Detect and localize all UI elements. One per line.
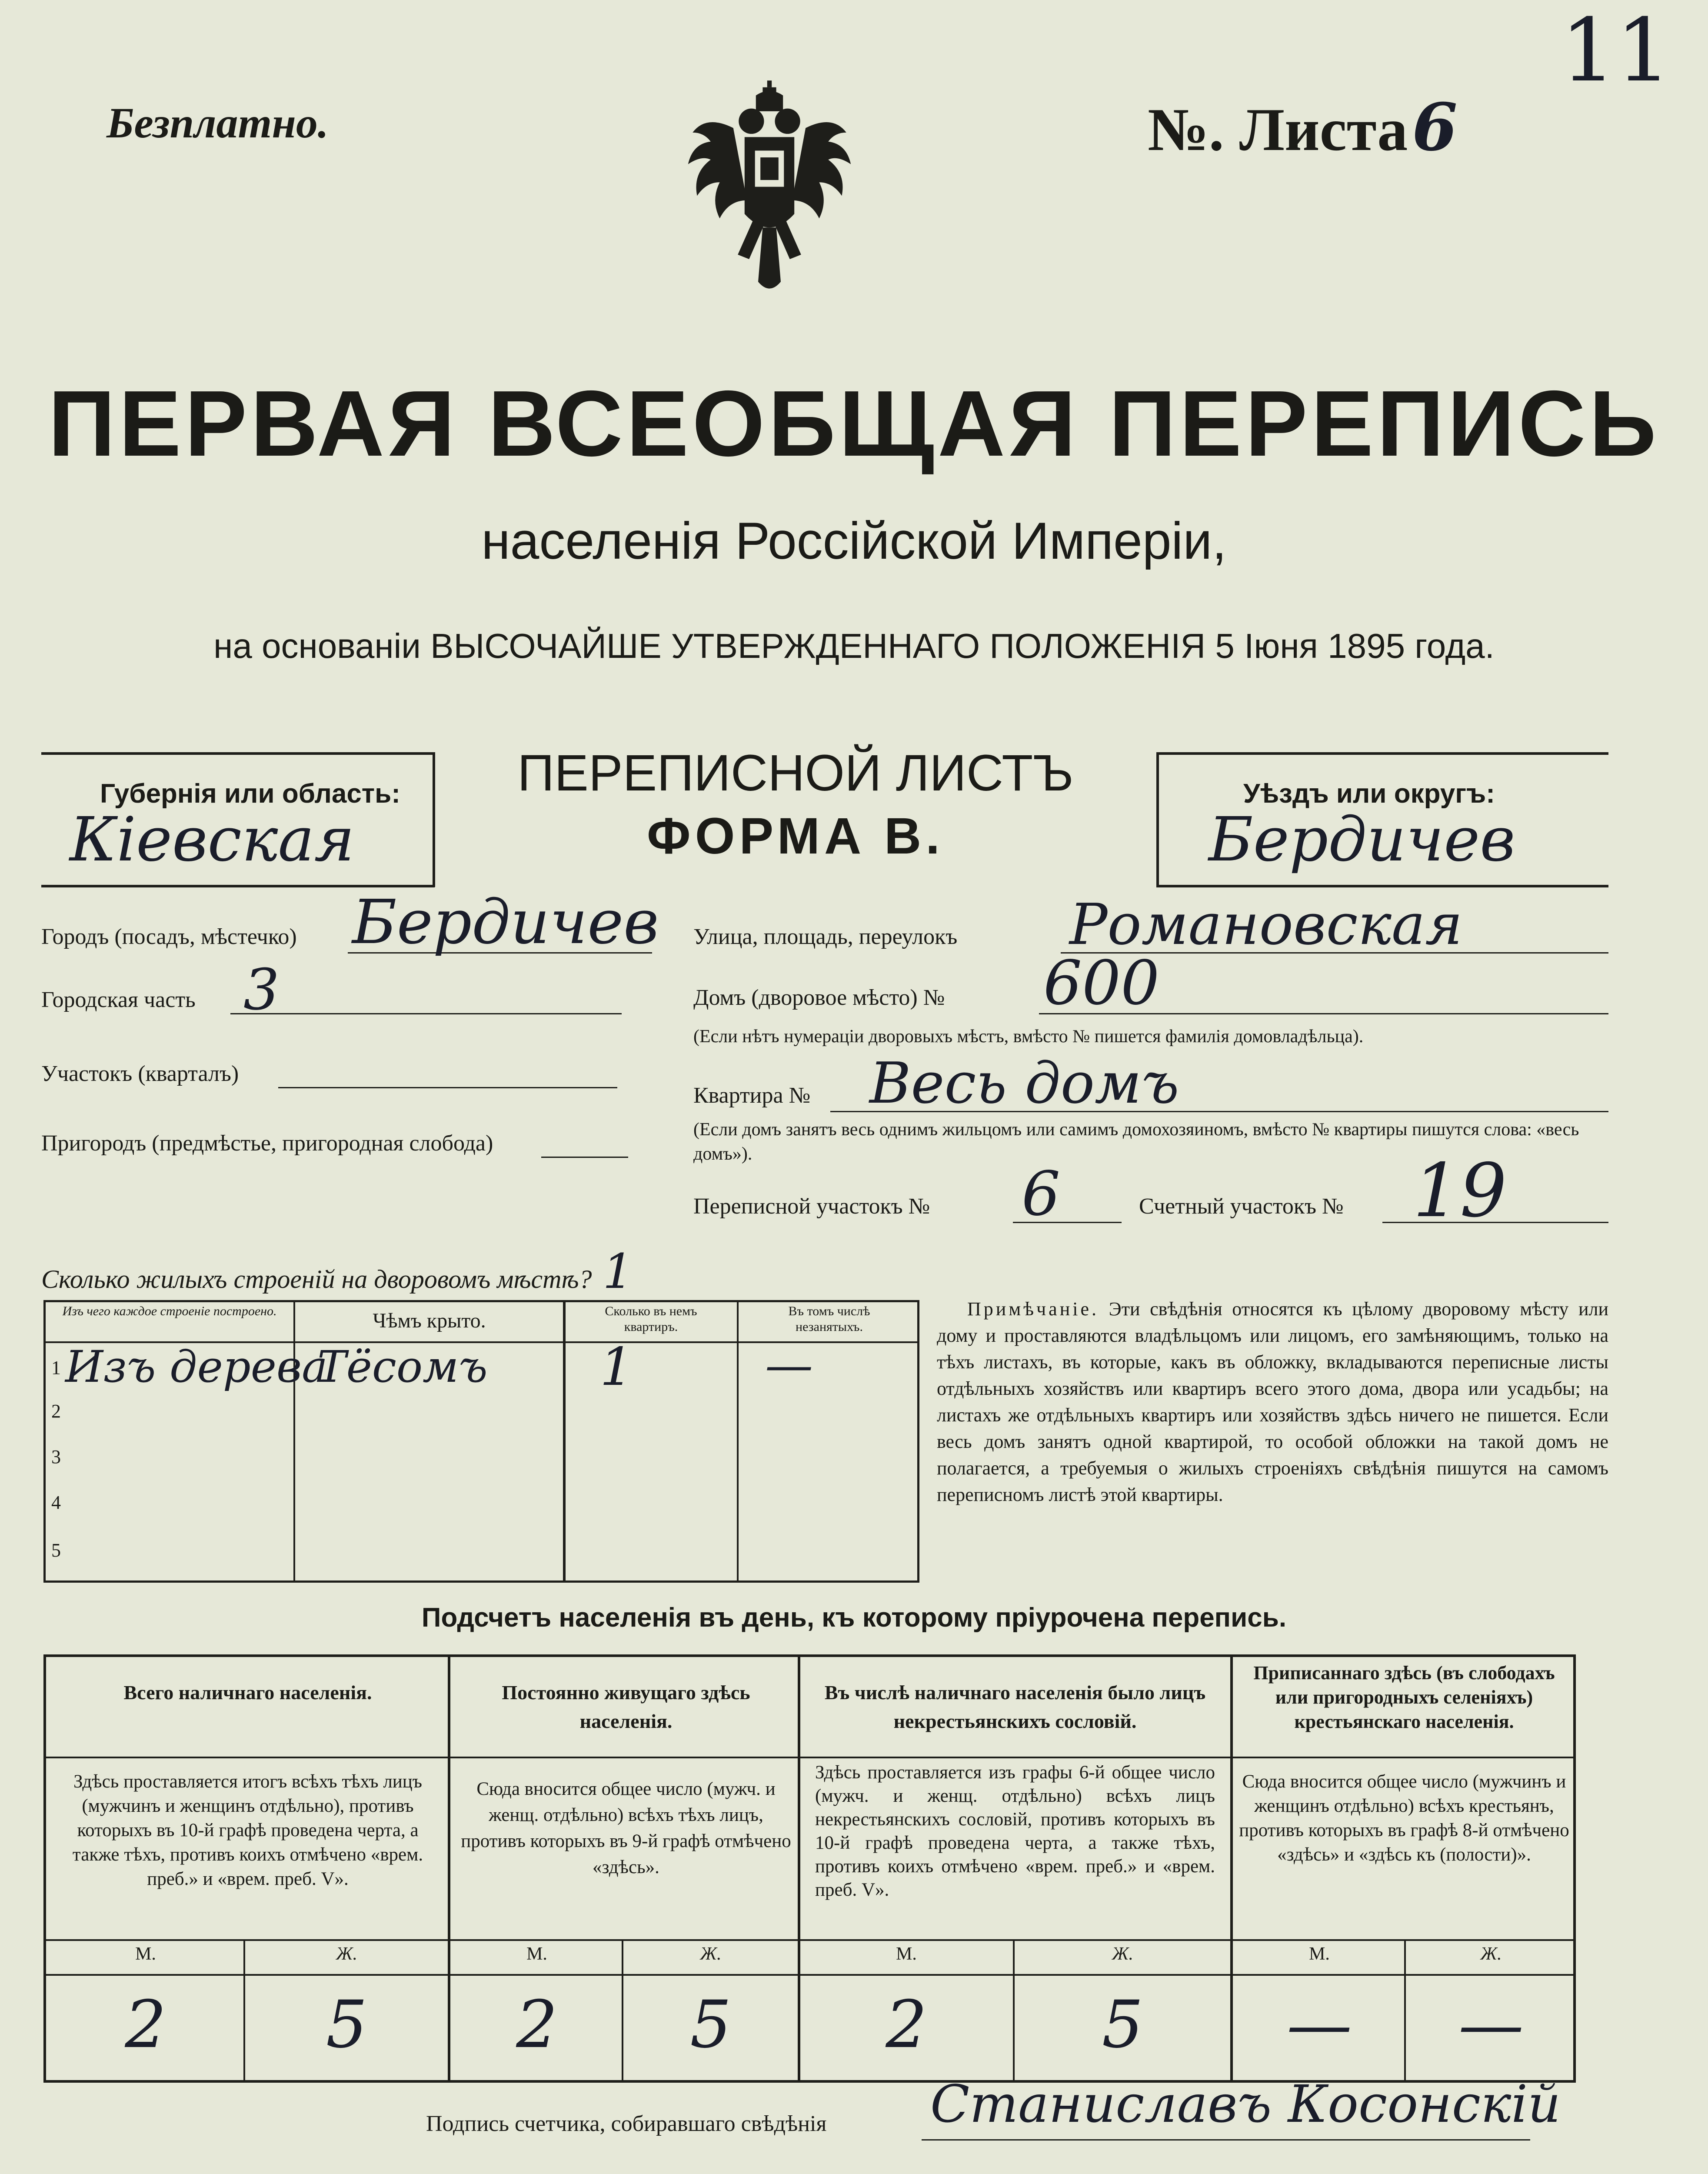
buildings-col-apts-header: Сколько въ немъ квартиръ.: [605, 1304, 697, 1334]
signature-label: Подпись счетчика, собиравшаго свѣдѣнія: [426, 2111, 827, 2136]
chast-value: 3: [243, 957, 280, 1023]
buildings-col-roof-header: Чѣмъ крыто.: [373, 1309, 486, 1332]
chast-line: [230, 1013, 622, 1014]
pop-col-4-m-label: М.: [1309, 1944, 1330, 1964]
pop-col-4-m-value: —: [1287, 1987, 1352, 2063]
prigorod-line: [541, 1157, 628, 1158]
signature-line: [922, 2139, 1530, 2141]
divider: [1013, 1939, 1015, 2083]
divider: [1156, 752, 1608, 755]
dom-note: (Если нѣтъ нумераціи дворовыхъ мѣстъ, вмѣсто № пишется фамилія домовладѣльца).: [693, 1027, 1364, 1047]
divider: [622, 1939, 623, 2083]
sheet-label-text: №. Листа: [1148, 96, 1408, 163]
pop-col-4-f-value: —: [1458, 1987, 1524, 2063]
buildings-note-title: Примѣчаніе.: [967, 1298, 1099, 1320]
schetny-label: Счетный участокъ №: [1139, 1194, 1344, 1219]
buildings-question: [41, 1244, 633, 1299]
building-row-1-material: Изъ дерева: [65, 1341, 328, 1392]
divider: [1230, 1654, 1233, 2083]
divider: [563, 1300, 566, 1583]
uchastok-label: Участокъ (кварталъ): [41, 1061, 239, 1086]
gubernia-label: Губернія или область:: [100, 779, 400, 809]
building-row-4-num: 4: [51, 1492, 61, 1513]
building-row-3-num: 3: [51, 1446, 61, 1467]
prigorod-label: Пригородъ (предмѣстье, пригородная слобода): [41, 1131, 493, 1156]
pop-col-4-f-label: Ж.: [1480, 1944, 1502, 1964]
buildings-question-text: Сколько жилыхъ строеній на дворовомъ мѣстѣ?: [41, 1265, 592, 1294]
divider: [1156, 885, 1608, 887]
pop-col-2-m-label: М.: [526, 1944, 547, 1964]
pop-col-3-f-label: Ж.: [1112, 1944, 1133, 1964]
buildings-answer: 1: [603, 1244, 633, 1299]
building-row-1-empty: —: [765, 1337, 813, 1393]
buildings-col-empty-header: Въ томъ числѣ незанятыхъ.: [788, 1304, 870, 1334]
kvartira-note: (Если домъ занятъ весь однимъ жильцомъ или самимъ домохозяиномъ, вмѣсто № квартиры пишутся слова: «весь домъ»).: [693, 1120, 1579, 1164]
pop-col-1-f-value: 5: [326, 1987, 368, 2063]
schetny-value: 19: [1413, 1148, 1507, 1234]
pop-col-4-head: Приписаннаго здѣсь (въ слободахъ или пригородныхъ селеніяхъ) крестьянскаго населенія.: [1253, 1662, 1555, 1732]
sheet-number-label: [1148, 89, 1458, 166]
pop-col-3-head: Въ числѣ наличнаго населенія было лицъ некрестьянскихъ сословій.: [824, 1681, 1206, 1732]
divider: [43, 1939, 1576, 1941]
ulitsa-value: Романовская: [1069, 891, 1463, 957]
buildings-note: [937, 1296, 1608, 1508]
divider: [1156, 752, 1159, 887]
form-title: ПЕРЕПИСНОЙ ЛИСТЪ: [517, 744, 1074, 802]
pop-col-4-desc: Сюда вносится общее число (мужчинъ и женщинъ отдѣльно) всѣхъ крестьянъ, противъ которыхъ въ графѣ 8-й отмѣчено «здѣсь» и «здѣсь къ (полости)».: [1239, 1771, 1569, 1865]
pop-col-2-f-value: 5: [690, 1987, 732, 2063]
sheet-number-value: 6: [1412, 89, 1458, 166]
pop-col-1-head: Всего наличнаго населенія.: [123, 1681, 372, 1704]
pop-col-3-desc: Здѣсь проставляется изъ графы 6-й общее число (мужч. и женщ. отдѣльно) всѣхъ лицъ некрестьянскихъ сословій, противъ которыхъ въ 10-й графѣ проведена черта, а также тѣхъ, противъ коихъ отмѣчено «врем. преб.» и «врем. преб. V».: [815, 1762, 1215, 1900]
divider: [43, 1974, 1576, 1976]
perepisnoy-label: Переписной участокъ №: [693, 1194, 930, 1219]
signature-value: Станиславъ Косонскій: [930, 2074, 1561, 2134]
pop-col-3-f-value: 5: [1102, 1987, 1144, 2063]
pop-col-1-m-label: М.: [135, 1944, 156, 1964]
dom-label: Домъ (дворовое мѣсто) №: [693, 985, 945, 1010]
pop-col-1-f-label: Ж.: [336, 1944, 357, 1964]
form-label: ФОРМА В.: [647, 807, 944, 865]
pop-col-2-m-value: 2: [516, 1987, 558, 2063]
pop-col-2-desc: Сюда вносится общее число (мужч. и женщ. отдѣльно) всѣхъ тѣхъ лицъ, противъ которыхъ въ 9-й графѣ отмѣчено «здѣсь».: [461, 1779, 791, 1877]
pop-col-1-m-value: 2: [125, 1987, 166, 2063]
building-row-2-num: 2: [51, 1400, 61, 1422]
kvartira-value: Весь домъ: [869, 1050, 1179, 1116]
pop-col-3-m-value: 2: [886, 1987, 927, 2063]
population-title: Подсчетъ населенія въ день, къ которому пріурочена перепись.: [421, 1603, 1287, 1633]
pop-col-2-head: Постоянно живущаго здѣсь населенія.: [502, 1681, 750, 1732]
divider: [43, 1757, 1576, 1758]
free-label: Безплатно.: [107, 99, 329, 147]
building-row-5-num: 5: [51, 1540, 61, 1561]
gubernia-value: Кіевская: [70, 804, 355, 875]
perepisnoy-value: 6: [1022, 1159, 1061, 1230]
building-row-1-num: 1: [51, 1357, 61, 1378]
buildings-col-material-header: Изъ чего каждое строеніе построено.: [62, 1304, 277, 1318]
divider: [448, 1654, 450, 2083]
pop-col-2-f-label: Ж.: [700, 1944, 722, 1964]
legal-basis: на основаніи ВЫСОЧАЙШЕ УТВЕРЖДЕННАГО ПОЛОЖЕНІЯ 5 Іюня 1895 года.: [213, 627, 1495, 665]
pop-col-1-desc: Здѣсь проставляется итогъ всѣхъ тѣхъ лицъ (мужчинъ и женщинъ отдѣльно), противъ которыхъ въ 10-й графѣ проведена черта, а также тѣхъ, противъ коихъ отмѣчено «врем. преб.» и «врем. преб. V».: [72, 1771, 423, 1889]
divider: [1404, 1939, 1406, 2083]
divider: [737, 1300, 739, 1583]
divider: [41, 752, 433, 755]
kvartira-label: Квартира №: [693, 1083, 811, 1108]
buildings-note-text: Эти свѣдѣнія относятся къ цѣлому дворовому мѣсту или дому и проставляются владѣльцомъ или лицомъ, его замѣняющимъ, только на тѣхъ листахъ, въ которые, какъ въ обложку, вкладываются переписные листы отдѣльныхъ хозяйствъ или квартиръ всего этого дома, двора или усадьбы; на листахъ же отдѣльныхъ квартиръ или хозяйствъ здѣсь ничего не пишется. Если весь домъ занятъ одной квартирой, то особой обложки на такой домъ не полагается, а требуемыя о жилыхъ строеніяхъ свѣдѣнія пишутся на самомъ переписномъ листѣ этой квартиры.: [937, 1298, 1608, 1505]
page-subtitle: населенія Россійской Имперіи,: [481, 512, 1227, 570]
building-row-1-roof: Тёсомъ: [317, 1341, 488, 1392]
corner-mark: 11: [1561, 0, 1671, 101]
eagle-emblem-icon: [678, 78, 861, 304]
building-row-1-apts: 1: [600, 1337, 633, 1397]
gorod-value: Бердичев: [352, 887, 659, 958]
uezd-value: Бердичев: [1209, 804, 1515, 875]
uezd-label: Уѣздъ или округъ:: [1243, 779, 1495, 809]
dom-value: 600: [1043, 948, 1160, 1019]
uchastok-line: [278, 1087, 617, 1088]
pop-col-3-m-label: М.: [896, 1944, 917, 1964]
ulitsa-label: Улица, площадь, переулокъ: [693, 924, 958, 949]
gorod-label: Городъ (посадъ, мѣстечко): [41, 924, 297, 949]
divider: [243, 1939, 245, 2083]
chast-label: Городская часть: [41, 987, 196, 1012]
page-title: ПЕРВАЯ ВСЕОБЩАЯ ПЕРЕПИСЬ: [48, 371, 1660, 476]
